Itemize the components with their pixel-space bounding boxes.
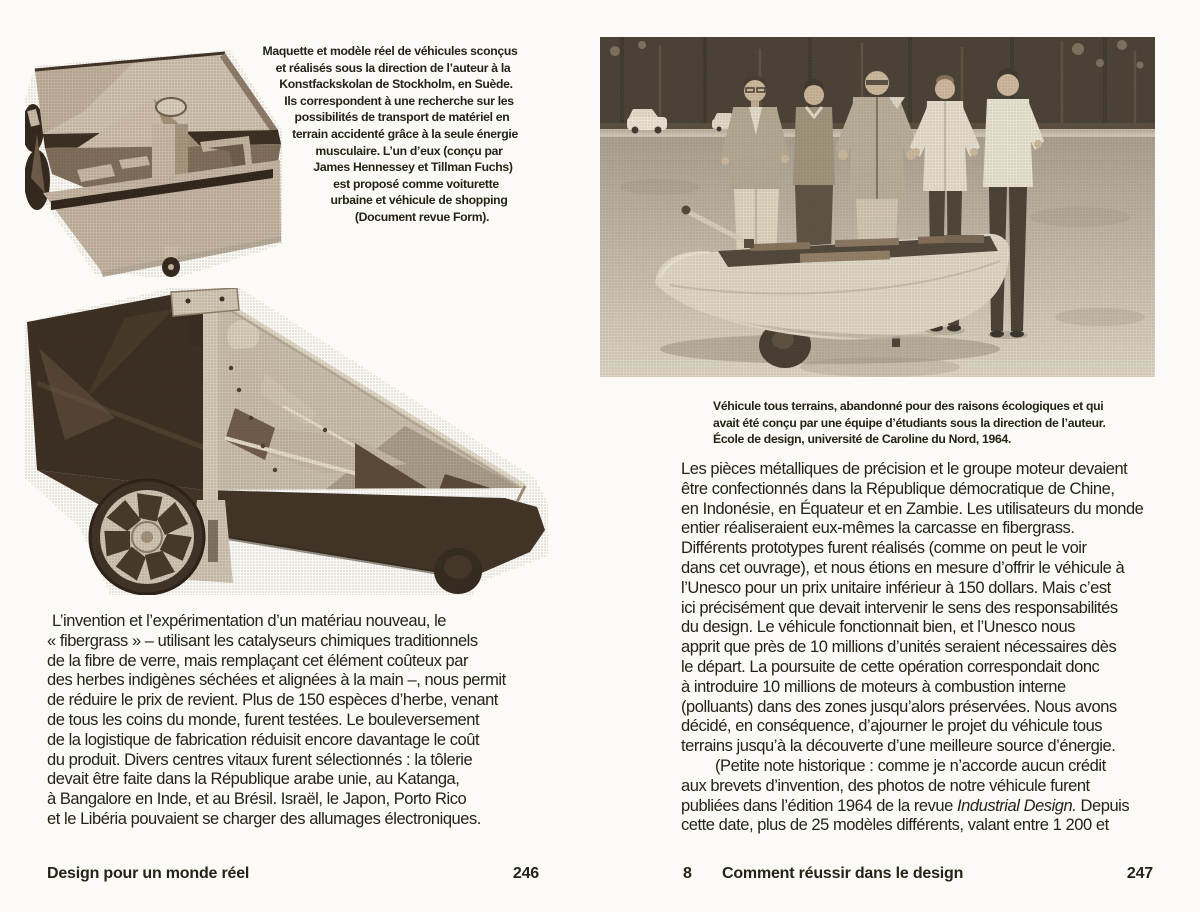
vehicle-photo-figure [25, 288, 548, 595]
team-photo-illustration [600, 37, 1155, 377]
right-body-paragraph-1: Les pièces métalliques de précision et le groupe moteur devaient être confectionnés dans la République démocratique de Chine, en Indonésie, en Équateur et en Zambie. Les utilisateurs du monde entier réaliseraient eux-mêmes la carcasse en fibergrass. Différents prototypes furent réalisés (comme on peut le voir dans cet ouvrage), et nous étions en mesure d’offrir le véhicule à l’Unesco pour un prix unitaire inférieur à 150 dollars. Mais c’est ici précisément que devait intervenir le sens des responsabilités du design. Le véhicule fonctionnait bien, et l’Unesco nous apprit que près de 10 millions d’unités seraient nécessaires dès le départ. La poursuite de cette opération correspondait donc à introduire 10 millions de moteurs à combustion interne (polluants) dans des zones jusqu’alors préservées. Nous avons décidé, en conséquence, d’ajourner le projet du véhicule tous terrains jusqu’à la découverte d’une meilleure source d’énergie. [681, 460, 1144, 756]
team-photo-figure [600, 37, 1155, 377]
right-footer [683, 865, 1153, 883]
right-body-paragraph-2: (Petite note historique : comme je n’accorde aucun crédit aux brevets d’invention, des photos de notre véhicule furent publiées dans l’édition 1964 de la revue Industrial Design. Depuis cette date, plus de 25 modèles différents, valant entre 1 200 et [681, 756, 1130, 835]
left-footer [47, 865, 539, 883]
page-number-left: 246 [512, 865, 539, 882]
chapter-number: 8 [683, 865, 692, 882]
left-body-text: L’invention et l’expérimentation d’un matériau nouveau, le « fibergrass » – utilisant les catalyseurs chimiques traditionnels de la fibre de verre, mais remplaçant cet élément coûteux par des herbes indigènes séchées et alignées à la main –, nous permit de réduire le prix de revient. Plus de 150 espèces d’herbe, venant de tous les coins du monde, furent testées. Le bouleversement de la logistique de fabrication réduisit encore davantage le coût du produit. Divers centres vitaux furent sélectionnés : la tôlerie devait être faite dans la République arabe unie, au Katanga, à Bangalore en Inde, et au Brésil. Israël, le Japon, Porto Rico et le Libéria pouvaient se charger des allumages électroniques. [47, 612, 506, 828]
right-caption: Véhicule tous terrains, abandonné pour des raisons écologiques et qui avait été conçu par une équipe d’étudiants sous la direction de l’auteur. École de design, université de Caroline du Nord, 1964. [713, 399, 1106, 447]
running-title-left: Design pour un monde réel [47, 865, 250, 882]
right-body-text [681, 460, 1181, 836]
left-caption: Maquette et modèle réel de véhicules sconçus et réalisés sous la direction de l’auteur à la Konstfackskolan de Stockholm, en Suède. Ils correspondent à une recherche sur les possibilités de transport de matériel en terrain accidenté grâce à la seule énergie musculaire. L’un d’eux (conçu par James Hennessey et Tillman Fuchs) est proposé comme voiturette urbaine et véhicule de shopping (Document revue Form). [262, 44, 518, 224]
running-title-right: Comment réussir dans le design [722, 865, 964, 882]
page-number-right: 247 [1126, 865, 1153, 882]
pedal-vehicle-illustration [25, 288, 548, 595]
